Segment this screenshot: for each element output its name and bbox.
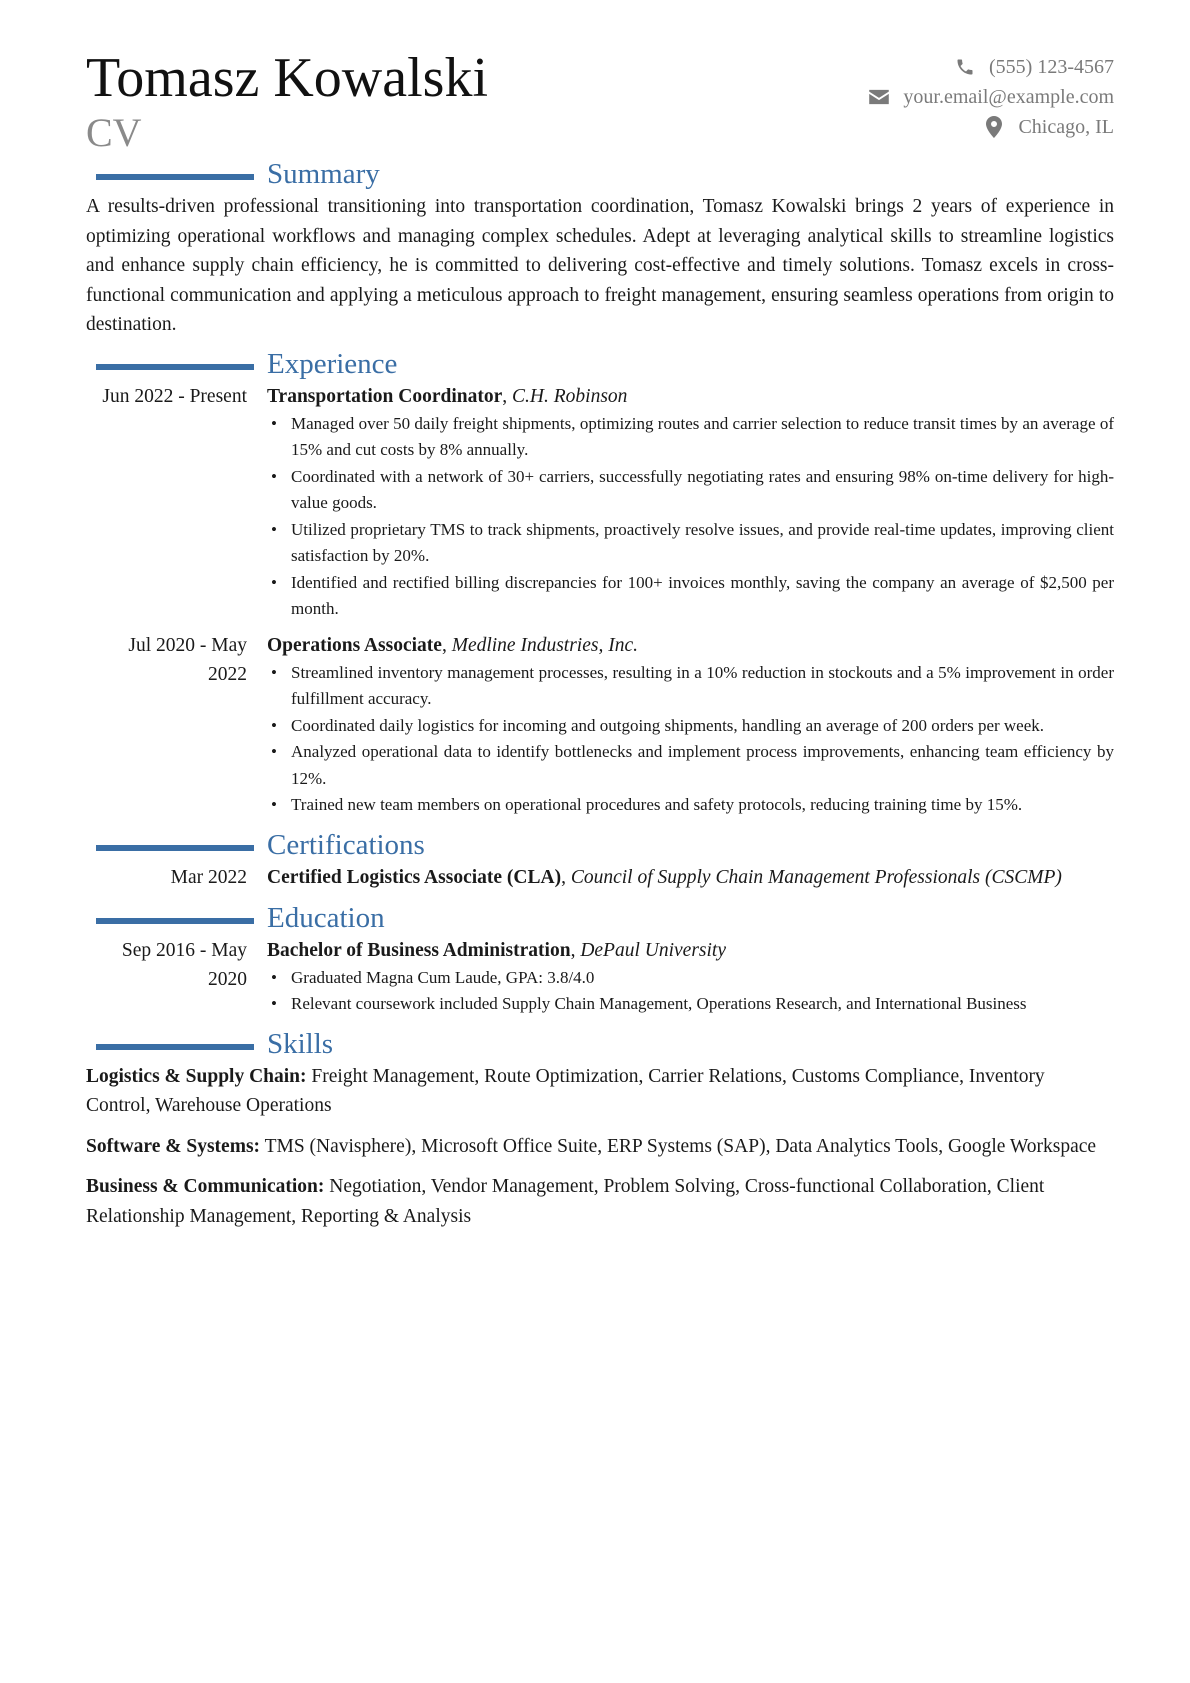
entry-title: Transportation Coordinator, C.H. Robinson [267,385,628,407]
summary-section [86,156,1114,340]
bullet-item: • Trained new team members on operational procedures and safety protocols, reducing training time by 15%. [267,792,1114,819]
map-pin-icon [982,116,1006,138]
location-text: Chicago, IL [1018,115,1114,138]
section-accent-bar [96,918,254,924]
entry-date: Jun 2022 - Present [102,385,247,407]
skill-group [86,1172,1114,1231]
certification-entry [86,863,1114,892]
education-entry [86,936,1114,1018]
bullet-item: • Graduated Magna Cum Laude, GPA: 3.8/4.0 [267,965,1114,992]
skill-group [86,1132,1114,1162]
contact-location [867,112,1114,142]
skills-section [86,1026,1114,1232]
entry-date: Jul 2020 - May 2022 [128,634,247,685]
bullet-item: • Streamlined inventory management processes, resulting in a 10% reduction in stockouts and a 5% improvement in order fulfillment accuracy. [267,660,1114,713]
entry-organization: C.H. Robinson [512,385,628,407]
phone-text: (555) 123-4567 [989,55,1114,78]
envelope-icon [867,86,891,108]
skill-group [86,1062,1114,1121]
document-subtitle: CV [86,110,142,155]
entry-role: Operations Associate [267,634,442,656]
bullet-item: • Managed over 50 daily freight shipments, optimizing routes and carrier selection to reduce transit times by an average of 15% and cut costs by 8% annually. [267,411,1114,464]
experience-section [86,346,1114,819]
section-heading [86,1026,1114,1062]
entry-role: Transportation Coordinator [267,385,503,407]
entry-role: Bachelor of Business Administration [267,939,571,961]
entry-role: Certified Logistics Associate (CLA) [267,866,562,888]
entry-bullets [267,660,1114,819]
experience-entry [86,631,1114,819]
certifications-section [86,827,1114,892]
section-title: Summary [267,158,380,190]
resume-header [86,46,1114,156]
entry-body [267,863,1114,892]
section-title: Certifications [267,828,425,861]
skill-group-items: Freight Management, Route Optimization, Carrier Relations, Customs Compliance, Inventory Control, Warehouse Operations [86,1065,1045,1116]
entry-body [267,382,1114,623]
section-title: Skills [267,1027,334,1060]
entry-body [267,631,1114,819]
entry-organization: Council of Supply Chain Management Professionals (CSCMP) [570,866,1062,888]
entry-bullets [267,965,1114,1018]
section-accent-bar [96,845,254,851]
entry-body [267,936,1114,1018]
bullet-item: • Coordinated daily logistics for incoming and outgoing shipments, handling an average of 200 orders per week. [267,713,1114,740]
resume-page [86,46,1114,1242]
bullet-item: • Analyzed operational data to identify bottlenecks and implement process improvements, enhancing team efficiency by 12%. [267,739,1114,792]
contact-phone[interactable] [867,52,1114,82]
entry-title: Bachelor of Business Administration, DePaul University [267,939,726,961]
entry-title: Certified Logistics Associate (CLA), Council of Supply Chain Management Professionals (CSCMP) [267,866,1062,888]
bullet-item: • Relevant coursework included Supply Chain Management, Operations Research, and International Business [267,991,1114,1018]
candidate-name: Tomasz Kowalski [86,47,489,109]
skill-group-label: Logistics & Supply Chain: [86,1065,307,1087]
phone-icon [953,56,977,78]
section-heading [86,900,1114,936]
section-title: Experience [267,347,398,380]
skill-group-items: TMS (Navisphere), Microsoft Office Suite, ERP Systems (SAP), Data Analytics Tools, Google Workspace [264,1135,1097,1157]
section-title: Education [267,901,385,934]
section-accent-bar [96,1044,254,1050]
skill-group-label: Business & Communication: [86,1176,325,1197]
section-accent-bar [96,174,254,180]
entry-organization: DePaul University [580,939,726,961]
skill-group-label: Software & Systems: [86,1135,261,1157]
bullet-item: • Identified and rectified billing discrepancies for 100+ invoices monthly, saving the company an average of $2,500 per month. [267,570,1114,623]
section-heading [86,156,1114,192]
contact-block [867,52,1114,142]
bullet-item: • Utilized proprietary TMS to track shipments, proactively resolve issues, and provide real-time updates, improving client satisfaction by 20%. [267,517,1114,570]
entry-title: Operations Associate, Medline Industries, Inc. [267,634,638,656]
entry-bullets [267,411,1114,623]
entry-date: Sep 2016 - May 2020 [121,939,247,990]
bullet-item: • Coordinated with a network of 30+ carriers, successfully negotiating rates and ensuring 98% on-time delivery for high-value goods. [267,464,1114,517]
email-text: your.email@example.com [903,85,1114,108]
summary-text: A results-driven professional transitioning into transportation coordination, Tomasz Kowalski brings 2 years of experience in optimizing operational workflows and managing complex schedules. Adept at leveraging analytical skills to streamline logistics and enhance supply chain efficiency, he is committed to delivering cost-effective and timely solutions. Tomasz excels in cross-functional communication and applying a meticulous approach to freight management, ensuring seamless operations from origin to destination. [86,196,1114,335]
experience-entry [86,382,1114,623]
education-section [86,900,1114,1018]
skill-group-items: Negotiation, Vendor Management, Problem Solving, Cross-functional Collaboration, Client Relationship Management, Reporting & Analysis [86,1176,1045,1227]
entry-date: Mar 2022 [170,866,247,888]
section-heading [86,346,1114,382]
contact-email[interactable] [867,82,1114,112]
section-accent-bar [96,364,254,370]
section-heading [86,827,1114,863]
entry-organization: Medline Industries, Inc. [451,634,638,656]
